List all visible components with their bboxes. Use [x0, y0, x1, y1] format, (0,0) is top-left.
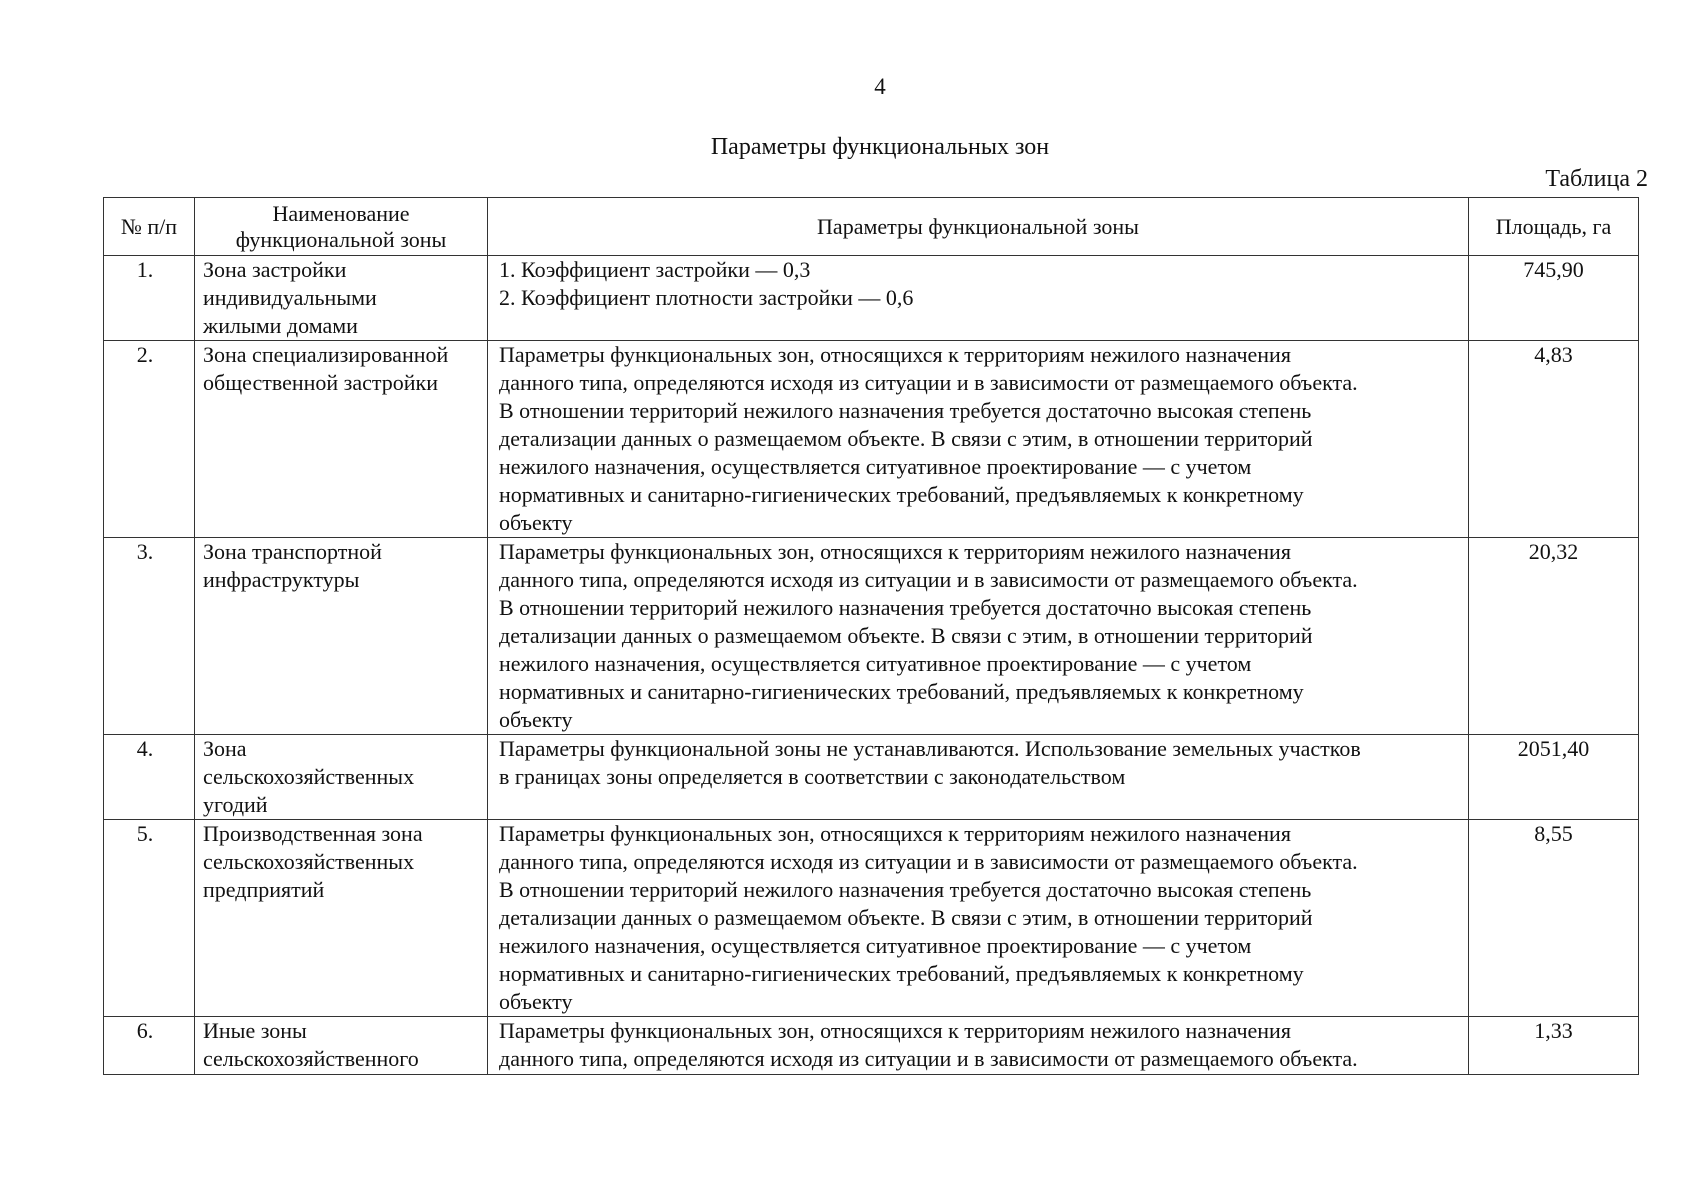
table-row: [104, 256, 1639, 341]
page-number: 4: [874, 74, 886, 99]
zone-area: 4,83: [1469, 341, 1639, 538]
zone-name: Зона специализированной общественной застройки: [195, 341, 488, 538]
functional-zones-table: [103, 197, 1639, 1075]
table-row: [104, 820, 1639, 1017]
row-number: 5.: [104, 820, 195, 1017]
zone-parameters: Параметры функциональной зоны не устанавливаются. Использование земельных участков в границах зоны определяется в соответствии с законодательством: [488, 735, 1469, 820]
table-header-row: [104, 198, 1639, 256]
zone-parameters: Параметры функциональных зон, относящихся к территориям нежилого назначения данного типа, определяются исходя из ситуации и в зависимости от размещаемого объекта. В отношении территорий нежилого назначения требуется достаточно высокая степень детализации данных о размещаемом объекте. В связи с этим, в отношении территорий нежилого назначения, осуществляется ситуативное проектирование — с учетом нормативных и санитарно-гигиенических требований, предъявляемых к конкретному объекту: [488, 538, 1469, 735]
zone-name: Зона сельскохозяйственных угодий: [195, 735, 488, 820]
table-row: [104, 1017, 1639, 1075]
table-label: Таблица 2: [1545, 166, 1648, 192]
row-number: 4.: [104, 735, 195, 820]
zone-area: 20,32: [1469, 538, 1639, 735]
zone-area: 1,33: [1469, 1017, 1639, 1075]
row-number: 3.: [104, 538, 195, 735]
table-row: [104, 341, 1639, 538]
zone-area: 8,55: [1469, 820, 1639, 1017]
page-title: Параметры функциональных зон: [710, 134, 1050, 160]
zone-name: Иные зоны сельскохозяйственного: [195, 1017, 488, 1075]
row-number: 1.: [104, 256, 195, 341]
zone-area: 745,90: [1469, 256, 1639, 341]
zone-parameters: 1. Коэффициент застройки — 0,3 2. Коэффициент плотности застройки — 0,6: [488, 256, 1469, 341]
row-number: 6.: [104, 1017, 195, 1075]
table-row: [104, 538, 1639, 735]
zone-name: Зона застройки индивидуальными жилыми домами: [195, 256, 488, 341]
header-zone-name: Наименование функциональной зоны: [195, 198, 488, 256]
zone-parameters: Параметры функциональных зон, относящихся к территориям нежилого назначения данного типа, определяются исходя из ситуации и в зависимости от размещаемого объекта. В отношении территорий нежилого назначения требуется достаточно высокая степень детализации данных о размещаемом объекте. В связи с этим, в отношении территорий нежилого назначения, осуществляется ситуативное проектирование — с учетом нормативных и санитарно-гигиенических требований, предъявляемых к конкретному объекту: [488, 820, 1469, 1017]
zone-parameters: Параметры функциональных зон, относящихся к территориям нежилого назначения данного типа, определяются исходя из ситуации и в зависимости от размещаемого объекта. В отношении территорий нежилого назначения требуется достаточно высокая степень детализации данных о размещаемом объекте. В связи с этим, в отношении территорий нежилого назначения, осуществляется ситуативное проектирование — с учетом нормативных и санитарно-гигиенических требований, предъявляемых к конкретному объекту: [488, 341, 1469, 538]
header-area: Площадь, га: [1469, 198, 1639, 256]
zone-area: 2051,40: [1469, 735, 1639, 820]
header-number: № п/п: [104, 198, 195, 256]
zone-name: Зона транспортной инфраструктуры: [195, 538, 488, 735]
header-parameters: Параметры функциональной зоны: [488, 198, 1469, 256]
zone-name: Производственная зона сельскохозяйственных предприятий: [195, 820, 488, 1017]
table-row: [104, 735, 1639, 820]
row-number: 2.: [104, 341, 195, 538]
zone-parameters: Параметры функциональных зон, относящихся к территориям нежилого назначения данного типа, определяются исходя из ситуации и в зависимости от размещаемого объекта.: [488, 1017, 1469, 1075]
